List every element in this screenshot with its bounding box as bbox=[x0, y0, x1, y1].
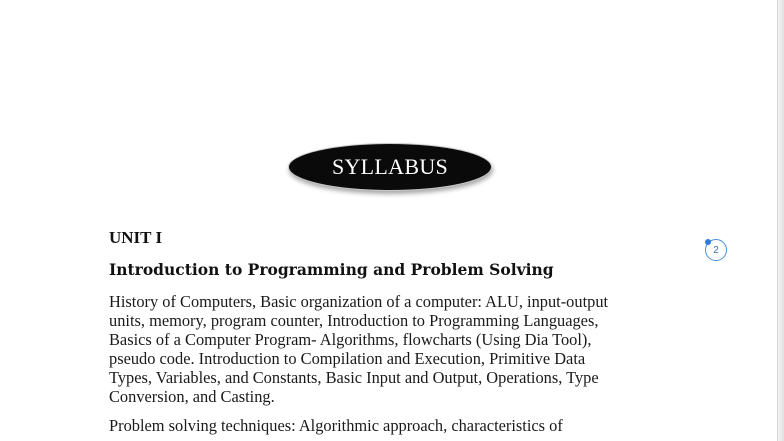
marker-dot-icon bbox=[705, 239, 711, 245]
syllabus-badge-label: SYLLABUS bbox=[331, 154, 449, 179]
syllabus-badge bbox=[288, 143, 492, 191]
unit-title: UNIT I bbox=[109, 228, 163, 247]
paragraph-problem-solving bbox=[109, 416, 563, 435]
section-title: Introduction to Programming and Problem Solving bbox=[109, 260, 554, 279]
paragraph-line: Basics of a Computer Program- Algorithms, flowcharts (Using Dia Tool), bbox=[109, 330, 592, 349]
paragraph-line: Conversion, and Casting. bbox=[109, 387, 275, 406]
paragraph-line: Types, Variables, and Constants, Basic Input and Output, Operations, Type bbox=[109, 368, 599, 387]
paragraph-line: pseudo code. Introduction to Compilation and Execution, Primitive Data bbox=[109, 349, 586, 368]
paragraph-line: units, memory, program counter, Introduction to Programming Languages, bbox=[109, 311, 599, 330]
paragraph-history bbox=[109, 292, 608, 406]
page-number-marker[interactable] bbox=[705, 239, 727, 261]
page-edge-scrollbar[interactable] bbox=[777, 0, 784, 441]
paragraph-line: History of Computers, Basic organization of a computer: ALU, input-output bbox=[109, 292, 609, 311]
page-number: 2 bbox=[713, 244, 719, 256]
paragraph-line: Problem solving techniques: Algorithmic approach, characteristics of bbox=[109, 416, 563, 435]
